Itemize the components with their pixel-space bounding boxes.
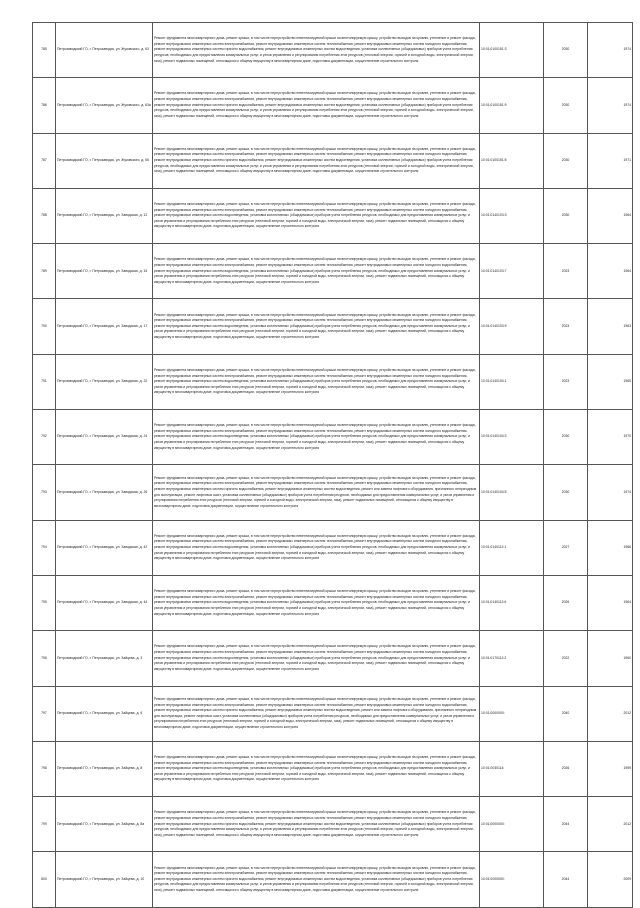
construction-year-cell: 1971 bbox=[588, 133, 633, 188]
construction-year-cell: 2012 bbox=[588, 686, 633, 741]
address-cell: Петрозаводский ГО, г. Петрозаводск, ул. Заводская, д. 42 bbox=[56, 520, 153, 575]
address-cell: Петрозаводский ГО, г. Петрозаводск, ул. Зайцева, д. 8а bbox=[56, 797, 153, 852]
construction-year-cell: 2009 bbox=[588, 852, 633, 907]
construction-year-cell: 1974 bbox=[588, 23, 633, 78]
construction-year-cell: 1959 bbox=[588, 741, 633, 796]
table-row bbox=[33, 23, 633, 78]
row-number: 795 bbox=[33, 575, 56, 630]
construction-year-cell: 1964 bbox=[588, 244, 633, 299]
cadastral-number-cell: 10:01:0140112:1 bbox=[480, 520, 544, 575]
construction-year-cell: 1974 bbox=[588, 465, 633, 520]
works-list-cell bbox=[153, 188, 480, 243]
works-text: Ремонт фундамента многоквартирного дома, ремонт крыши, в том числе переустройство невентилируемой крыши на вентилируемую крышу, устройство выходов на кровлю, утепление и ремонт фасада, ремонт внутридомовых инженерных систем электроснабжения, ремонт внутридомовых инженерных систем теплоснабжения, ремонт внутридомовых инженерных систем холодного водоснабжения, ремонт внутридомовых инженерных систем горячего водоснабжения, ремонт внутридомовых инженерных систем водоотведения, установка коллективных (общедомовых) приборов учета потребления ресурсов, необходимых для предоставления коммунальных услуг, и узлов управления и регулирования потребления этих ресурсов (тепловой энергии, горячей и холодной воды, электрической энергии, газа), ремонт подвальных помещений, относящихся к общему имуществу в многоквартирном доме, подготовка документации, осуществление строительного контроля bbox=[154, 810, 476, 837]
works-text: Ремонт фундамента многоквартирного дома, ремонт крыши, в том числе переустройство невентилируемой крыши на вентилируемую крышу, устройство выходов на кровлю, утепление и ремонт фасада, ремонт внутридомовых инженерных систем электроснабжения, ремонт внутридомовых инженерных систем теплоснабжения, ремонт внутридомовых инженерных систем холодного водоснабжения, ремонт внутридомовых инженерных систем водоотведения, установка коллективных (общедомовых) приборов учета потребления ресурсов, необходимых для предоставления коммунальных услуг, и узлов управления и регулирования потребления этих ресурсов (тепловой энергии, горячей и холодной воды, электрической энергии, газа), ремонт подвальных помещений, относящихся к общему имуществу в многоквартирном доме, подготовка документации, осуществление строительного контроля bbox=[154, 755, 476, 782]
row-number: 799 bbox=[33, 797, 56, 852]
planned-year-cell: 2030 bbox=[544, 465, 588, 520]
planned-year-cell: 2044 bbox=[544, 797, 588, 852]
row-number: 789 bbox=[33, 244, 56, 299]
cadastral-number-cell: 10:01:0000000: bbox=[480, 797, 544, 852]
construction-year-cell: 1963 bbox=[588, 299, 633, 354]
table-row bbox=[33, 465, 633, 520]
construction-year-cell: 1970 bbox=[588, 410, 633, 465]
table-row bbox=[33, 797, 633, 852]
address-cell: Петрозаводский ГО, г. Петрозаводск, ул. Жуковского, д. 63 bbox=[56, 23, 153, 78]
cadastral-number-cell: 10:01:0140103:9 bbox=[480, 299, 544, 354]
works-list-cell bbox=[153, 23, 480, 78]
address-cell: Петрозаводский ГО, г. Петрозаводск, ул. Зайцева, д. 6 bbox=[56, 686, 153, 741]
cadastral-number-cell: 10:01:0140103:3 bbox=[480, 188, 544, 243]
table-row bbox=[33, 520, 633, 575]
works-text: Ремонт фундамента многоквартирного дома, ремонт крыши, в том числе переустройство невентилируемой крыши на вентилируемую крышу, устройство выходов на кровлю, утепление и ремонт фасада, ремонт внутридомовых инженерных систем электроснабжения, ремонт внутридомовых инженерных систем теплоснабжения, ремонт внутридомовых инженерных систем холодного водоснабжения, ремонт внутридомовых инженерных систем горячего водоснабжения, ремонт внутридомовых инженерных систем водоотведения, ремонт или замена лифтового оборудования, признанного непригодным для эксплуатации, ремонт лифтовых шахт, установка коллективных (общедомовых) приборов учета потребления ресурсов, необходимых для предоставления коммунальных услуг, и узлов управления и регулирования потребления этих ресурсов (тепловой энергии, горячей и холодной воды, электрической энергии, газа), ремонт подвальных помещений, относящихся к общему имуществу в многоквартирном доме, подготовка документации, осуществление строительного контроля bbox=[154, 696, 477, 729]
planned-year-cell: 2023 bbox=[544, 299, 588, 354]
cadastral-number-cell: 10:01:0140103:7 bbox=[480, 244, 544, 299]
cadastral-number-cell: 10:01:0000000: bbox=[480, 686, 544, 741]
row-number: 791 bbox=[33, 354, 56, 409]
works-list-cell bbox=[153, 852, 480, 907]
address-cell: Петрозаводский ГО, г. Петрозаводск, ул. Заводская, д. 24 bbox=[56, 410, 153, 465]
row-number: 792 bbox=[33, 410, 56, 465]
row-number: 794 bbox=[33, 520, 56, 575]
works-text: Ремонт фундамента многоквартирного дома, ремонт крыши, в том числе переустройство невентилируемой крыши на вентилируемую крышу, устройство выходов на кровлю, утепление и ремонт фасада, ремонт внутридомовых инженерных систем электроснабжения, ремонт внутридомовых инженерных систем теплоснабжения, ремонт внутридомовых инженерных систем холодного водоснабжения, ремонт внутридомовых инженерных систем горячего водоснабжения, ремонт внутридомовых инженерных систем водоотведения, установка коллективных (общедомовых) приборов учета потребления ресурсов, необходимых для предоставления коммунальных услуг, и узлов управления и регулирования потребления этих ресурсов (тепловой энергии, горячей и холодной воды, электрической энергии, газа), ремонт подвальных помещений, относящихся к общему имуществу в многоквартирном доме, подготовка документации, осуществление строительного контроля bbox=[154, 865, 476, 892]
works-list-cell bbox=[153, 133, 480, 188]
cadastral-number-cell: 10:01:0140104:5 bbox=[480, 465, 544, 520]
row-number: 786 bbox=[33, 78, 56, 133]
planned-year-cell: 2022 bbox=[544, 631, 588, 686]
table-row bbox=[33, 78, 633, 133]
row-number: 787 bbox=[33, 133, 56, 188]
row-number: 788 bbox=[33, 188, 56, 243]
construction-year-cell: 1966 bbox=[588, 520, 633, 575]
row-number: 800 bbox=[33, 852, 56, 907]
address-cell: Петрозаводский ГО, г. Петрозаводск, ул. Зайцева, д. 3 bbox=[56, 631, 153, 686]
works-list-cell bbox=[153, 686, 480, 741]
works-text: Ремонт фундамента многоквартирного дома, ремонт крыши, в том числе переустройство невентилируемой крыши на вентилируемую крышу, устройство выходов на кровлю, утепление и ремонт фасада, ремонт внутридомовых инженерных систем электроснабжения, ремонт внутридомовых инженерных систем теплоснабжения, ремонт внутридомовых инженерных систем холодного водоснабжения, ремонт внутридомовых инженерных систем горячего водоснабжения, ремонт внутридомовых инженерных систем водоотведения, установка коллективных (общедомовых) приборов учета потребления ресурсов, необходимых для предоставления коммунальных услуг, и узлов управления и регулирования потребления этих ресурсов (тепловой энергии, горячей и холодной воды, электрической энергии, газа), ремонт подвальных помещений, относящихся к общему имуществу в многоквартирном доме, подготовка документации, осуществление строительного контроля bbox=[154, 91, 476, 118]
address-cell: Петрозаводский ГО, г. Петрозаводск, ул. Заводская, д. 22 bbox=[56, 354, 153, 409]
table-row bbox=[33, 299, 633, 354]
row-number: 793 bbox=[33, 465, 56, 520]
works-list-cell bbox=[153, 354, 480, 409]
works-list-cell bbox=[153, 520, 480, 575]
table-row bbox=[33, 244, 633, 299]
works-text: Ремонт фундамента многоквартирного дома, ремонт крыши, в том числе переустройство невентилируемой крыши на вентилируемую крышу, устройство выходов на кровлю, утепление и ремонт фасада, ремонт внутридомовых инженерных систем электроснабжения, ремонт внутридомовых инженерных систем теплоснабжения, ремонт внутридомовых инженерных систем холодного водоснабжения, ремонт внутридомовых инженерных систем водоотведения, установка коллективных (общедомовых) приборов учета потребления ресурсов, необходимых для предоставления коммунальных услуг, и узлов управления и регулирования потребления этих ресурсов (тепловой энергии, горячей и холодной воды, электрической энергии, газа), ремонт подвальных помещений, относящихся к общему имуществу в многоквартирном доме, подготовка документации, осуществление строительного контроля bbox=[154, 423, 476, 450]
planned-year-cell: 2030 bbox=[544, 133, 588, 188]
works-list-cell bbox=[153, 244, 480, 299]
address-cell: Петрозаводский ГО, г. Петрозаводск, ул. Заводская, д. 12 bbox=[56, 188, 153, 243]
address-cell: Петрозаводский ГО, г. Петрозаводск, ул. Зайцева, д. 8 bbox=[56, 741, 153, 796]
works-text: Ремонт фундамента многоквартирного дома, ремонт крыши, в том числе переустройство невентилируемой крыши на вентилируемую крышу, устройство выходов на кровлю, утепление и ремонт фасада, ремонт внутридомовых инженерных систем электроснабжения, ремонт внутридомовых инженерных систем теплоснабжения, ремонт внутридомовых инженерных систем холодного водоснабжения, ремонт внутридомовых инженерных систем горячего водоснабжения, ремонт внутридомовых инженерных систем водоотведения, ремонт или замена лифтового оборудования, признанного непригодным для эксплуатации, ремонт лифтовых шахт, установка коллективных (общедомовых) приборов учета потребления ресурсов, необходимых для предоставления коммунальных услуг, и узлов управления и регулирования потребления этих ресурсов (тепловой энергии, горячей и холодной воды, электрической энергии, газа), ремонт подвальных помещений, относящихся к общему имуществу в многоквартирном доме, подготовка документации, осуществление строительного контроля bbox=[154, 475, 477, 508]
row-number: 796 bbox=[33, 631, 56, 686]
address-cell: Петрозаводский ГО, г. Петрозаводск, ул. Жуковского, д. 65 bbox=[56, 133, 153, 188]
registry-table-body bbox=[33, 23, 633, 908]
works-list-cell bbox=[153, 78, 480, 133]
construction-year-cell: 1960 bbox=[588, 631, 633, 686]
table-row bbox=[33, 188, 633, 243]
planned-year-cell: 2023 bbox=[544, 354, 588, 409]
table-row bbox=[33, 631, 633, 686]
row-number: 785 bbox=[33, 23, 56, 78]
address-cell: Петрозаводский ГО, г. Петрозаводск, ул. Заводская, д. 26 bbox=[56, 465, 153, 520]
planned-year-cell: 2030 bbox=[544, 23, 588, 78]
planned-year-cell: 2030 bbox=[544, 410, 588, 465]
works-list-cell bbox=[153, 299, 480, 354]
works-text: Ремонт фундамента многоквартирного дома, ремонт крыши, в том числе переустройство невентилируемой крыши на вентилируемую крышу, устройство выходов на кровлю, утепление и ремонт фасада, ремонт внутридомовых инженерных систем электроснабжения, ремонт внутридомовых инженерных систем теплоснабжения, ремонт внутридомовых инженерных систем холодного водоснабжения, ремонт внутридомовых инженерных систем горячего водоснабжения, ремонт внутридомовых инженерных систем водоотведения, установка коллективных (общедомовых) приборов учета потребления ресурсов, необходимых для предоставления коммунальных услуг, и узлов управления и регулирования потребления этих ресурсов (тепловой энергии, горячей и холодной воды, электрической энергии, газа), ремонт подвальных помещений, относящихся к общему имуществу в многоквартирном доме, подготовка документации, осуществление строительного контроля bbox=[154, 36, 476, 63]
address-cell: Петрозаводский ГО, г. Петрозаводск, ул. Заводская, д. 17 bbox=[56, 299, 153, 354]
cadastral-number-cell: 10:01:0140104:3 bbox=[480, 410, 544, 465]
works-text: Ремонт фундамента многоквартирного дома, ремонт крыши, в том числе переустройство невентилируемой крыши на вентилируемую крышу, устройство выходов на кровлю, утепление и ремонт фасада, ремонт внутридомовых инженерных систем электроснабжения, ремонт внутридомовых инженерных систем теплоснабжения, ремонт внутридомовых инженерных систем холодного водоснабжения, ремонт внутридомовых инженерных систем водоотведения, установка коллективных (общедомовых) приборов учета потребления ресурсов, необходимых для предоставления коммунальных услуг, и узлов управления и регулирования потребления этих ресурсов (тепловой энергии, горячей и холодной воды, электрической энергии, газа), ремонт подвальных помещений, относящихся к общему имуществу в многоквартирном доме, подготовка документации, осуществление строительного контроля bbox=[154, 312, 476, 340]
cadastral-number-cell: 10:01:0140104:1 bbox=[480, 354, 544, 409]
cadastral-number-cell: 10:01:0100151:9 bbox=[480, 78, 544, 133]
address-cell: Петрозаводский ГО, г. Петрозаводск, ул. Жуковского, д. 63а bbox=[56, 78, 153, 133]
cadastral-number-cell: 10:01:0100151:5 bbox=[480, 133, 544, 188]
works-list-cell bbox=[153, 575, 480, 630]
construction-year-cell: 1965 bbox=[588, 354, 633, 409]
planned-year-cell: 2030 bbox=[544, 188, 588, 243]
planned-year-cell: 2040 bbox=[544, 686, 588, 741]
construction-year-cell: 1964 bbox=[588, 575, 633, 630]
works-text: Ремонт фундамента многоквартирного дома, ремонт крыши, в том числе переустройство невентилируемой крыши на вентилируемую крышу, устройство выходов на кровлю, утепление и ремонт фасада, ремонт внутридомовых инженерных систем электроснабжения, ремонт внутридомовых инженерных систем теплоснабжения, ремонт внутридомовых инженерных систем холодного водоснабжения, ремонт внутридомовых инженерных систем горячего водоснабжения, ремонт внутридомовых инженерных систем водоотведения, установка коллективных (общедомовых) приборов учета потребления ресурсов, необходимых для предоставления коммунальных услуг, и узлов управления и регулирования потребления этих ресурсов (тепловой энергии, горячей и холодной воды, электрической энергии, газа), ремонт подвальных помещений, относящихся к общему имуществу в многоквартирном доме, подготовка документации, осуществление строительного контроля bbox=[154, 146, 476, 174]
construction-year-cell: 1964 bbox=[588, 188, 633, 243]
works-text: Ремонт фундамента многоквартирного дома, ремонт крыши, в том числе переустройство невентилируемой крыши на вентилируемую крышу, устройство выходов на кровлю, утепление и ремонт фасада, ремонт внутридомовых инженерных систем электроснабжения, ремонт внутридомовых инженерных систем теплоснабжения, ремонт внутридомовых инженерных систем холодного водоснабжения, ремонт внутридомовых инженерных систем водоотведения, установка коллективных (общедомовых) приборов учета потребления ресурсов, необходимых для предоставления коммунальных услуг, и узлов управления и регулирования потребления этих ресурсов (тепловой энергии, горячей и холодной воды, электрической энергии, газа), ремонт подвальных помещений, относящихся к общему имуществу в многоквартирном доме, подготовка документации, осуществление строительного контроля bbox=[154, 644, 476, 671]
works-list-cell bbox=[153, 465, 480, 520]
table-row bbox=[33, 133, 633, 188]
works-list-cell bbox=[153, 797, 480, 852]
construction-year-cell: 2012 bbox=[588, 797, 633, 852]
cadastral-number-cell: 10:01:0100151:3 bbox=[480, 23, 544, 78]
planned-year-cell: 2044 bbox=[544, 852, 588, 907]
table-row bbox=[33, 354, 633, 409]
planned-year-cell: 2030 bbox=[544, 78, 588, 133]
works-list-cell bbox=[153, 410, 480, 465]
table-row bbox=[33, 686, 633, 741]
row-number: 797 bbox=[33, 686, 56, 741]
table-row bbox=[33, 741, 633, 796]
construction-year-cell: 1974 bbox=[588, 78, 633, 133]
planned-year-cell: 2026 bbox=[544, 741, 588, 796]
works-text: Ремонт фундамента многоквартирного дома, ремонт крыши, в том числе переустройство невентилируемой крыши на вентилируемую крышу, устройство выходов на кровлю, утепление и ремонт фасада, ремонт внутридомовых инженерных систем электроснабжения, ремонт внутридомовых инженерных систем теплоснабжения, ремонт внутридомовых инженерных систем холодного водоснабжения, ремонт внутридомовых инженерных систем водоотведения, установка коллективных (общедомовых) приборов учета потребления ресурсов, необходимых для предоставления коммунальных услуг, и узлов управления и регулирования потребления этих ресурсов (тепловой энергии, горячей и холодной воды, электрической энергии, газа), ремонт подвальных помещений, относящихся к общему имуществу в многоквартирном доме, подготовка документации, осуществление строительного контроля bbox=[154, 202, 476, 229]
works-text: Ремонт фундамента многоквартирного дома, ремонт крыши, в том числе переустройство невентилируемой крыши на вентилируемую крышу, устройство выходов на кровлю, утепление и ремонт фасада, ремонт внутридомовых инженерных систем электроснабжения, ремонт внутридомовых инженерных систем теплоснабжения, ремонт внутридомовых инженерных систем холодного водоснабжения, ремонт внутридомовых инженерных систем водоотведения, установка коллективных (общедомовых) приборов учета потребления ресурсов, необходимых для предоставления коммунальных услуг, и узлов управления и регулирования потребления этих ресурсов (тепловой энергии, горячей и холодной воды, электрической энергии, газа), ремонт подвальных помещений, относящихся к общему имуществу в многоквартирном доме, подготовка документации, осуществление строительного контроля bbox=[154, 367, 476, 395]
planned-year-cell: 2027 bbox=[544, 520, 588, 575]
row-number: 790 bbox=[33, 299, 56, 354]
address-cell: Петрозаводский ГО, г. Петрозаводск, ул. Зайцева, д. 10 bbox=[56, 852, 153, 907]
table-row bbox=[33, 852, 633, 907]
works-text: Ремонт фундамента многоквартирного дома, ремонт крыши, в том числе переустройство невентилируемой крыши на вентилируемую крышу, устройство выходов на кровлю, утепление и ремонт фасада, ремонт внутридомовых инженерных систем электроснабжения, ремонт внутридомовых инженерных систем теплоснабжения, ремонт внутридомовых инженерных систем холодного водоснабжения, ремонт внутридомовых инженерных систем водоотведения, установка коллективных (общедомовых) приборов учета потребления ресурсов, необходимых для предоставления коммунальных услуг, и узлов управления и регулирования потребления этих ресурсов (тепловой энергии, горячей и холодной воды, электрической энергии, газа), ремонт подвальных помещений, относящихся к общему имуществу в многоквартирном доме, подготовка документации, осуществление строительного контроля bbox=[154, 533, 476, 561]
cadastral-number-cell: 10:01:0170112:2 bbox=[480, 631, 544, 686]
row-number: 798 bbox=[33, 741, 56, 796]
works-list-cell bbox=[153, 631, 480, 686]
address-cell: Петрозаводский ГО, г. Петрозаводск, ул. Заводская, д. 15 bbox=[56, 244, 153, 299]
cadastral-number-cell: 10:01:0030114: bbox=[480, 741, 544, 796]
table-row bbox=[33, 410, 633, 465]
cadastral-number-cell: 10:01:0000000: bbox=[480, 852, 544, 907]
cadastral-number-cell: 10:01:0140112:6 bbox=[480, 575, 544, 630]
table-row bbox=[33, 575, 633, 630]
planned-year-cell: 2026 bbox=[544, 575, 588, 630]
housing-registry-table bbox=[32, 22, 633, 908]
works-list-cell bbox=[153, 741, 480, 796]
planned-year-cell: 2023 bbox=[544, 244, 588, 299]
address-cell: Петрозаводский ГО, г. Петрозаводск, ул. Заводская, д. 44 bbox=[56, 575, 153, 630]
works-text: Ремонт фундамента многоквартирного дома, ремонт крыши, в том числе переустройство невентилируемой крыши на вентилируемую крышу, устройство выходов на кровлю, утепление и ремонт фасада, ремонт внутридомовых инженерных систем электроснабжения, ремонт внутридомовых инженерных систем теплоснабжения, ремонт внутридомовых инженерных систем холодного водоснабжения, ремонт внутридомовых инженерных систем водоотведения, установка коллективных (общедомовых) приборов учета потребления ресурсов, необходимых для предоставления коммунальных услуг, и узлов управления и регулирования потребления этих ресурсов (тепловой энергии, горячей и холодной воды, электрической энергии, газа), ремонт подвальных помещений, относящихся к общему имуществу в многоквартирном доме, подготовка документации, осуществление строительного контроля bbox=[154, 589, 476, 616]
works-text: Ремонт фундамента многоквартирного дома, ремонт крыши, в том числе переустройство невентилируемой крыши на вентилируемую крышу, устройство выходов на кровлю, утепление и ремонт фасада, ремонт внутридомовых инженерных систем электроснабжения, ремонт внутридомовых инженерных систем теплоснабжения, ремонт внутридомовых инженерных систем холодного водоснабжения, ремонт внутридомовых инженерных систем водоотведения, установка коллективных (общедомовых) приборов учета потребления ресурсов, необходимых для предоставления коммунальных услуг, и узлов управления и регулирования потребления этих ресурсов (тепловой энергии, горячей и холодной воды, электрической энергии, газа), ремонт подвальных помещений, относящихся к общему имуществу в многоквартирном доме, подготовка документации, осуществление строительного контроля bbox=[154, 257, 476, 284]
